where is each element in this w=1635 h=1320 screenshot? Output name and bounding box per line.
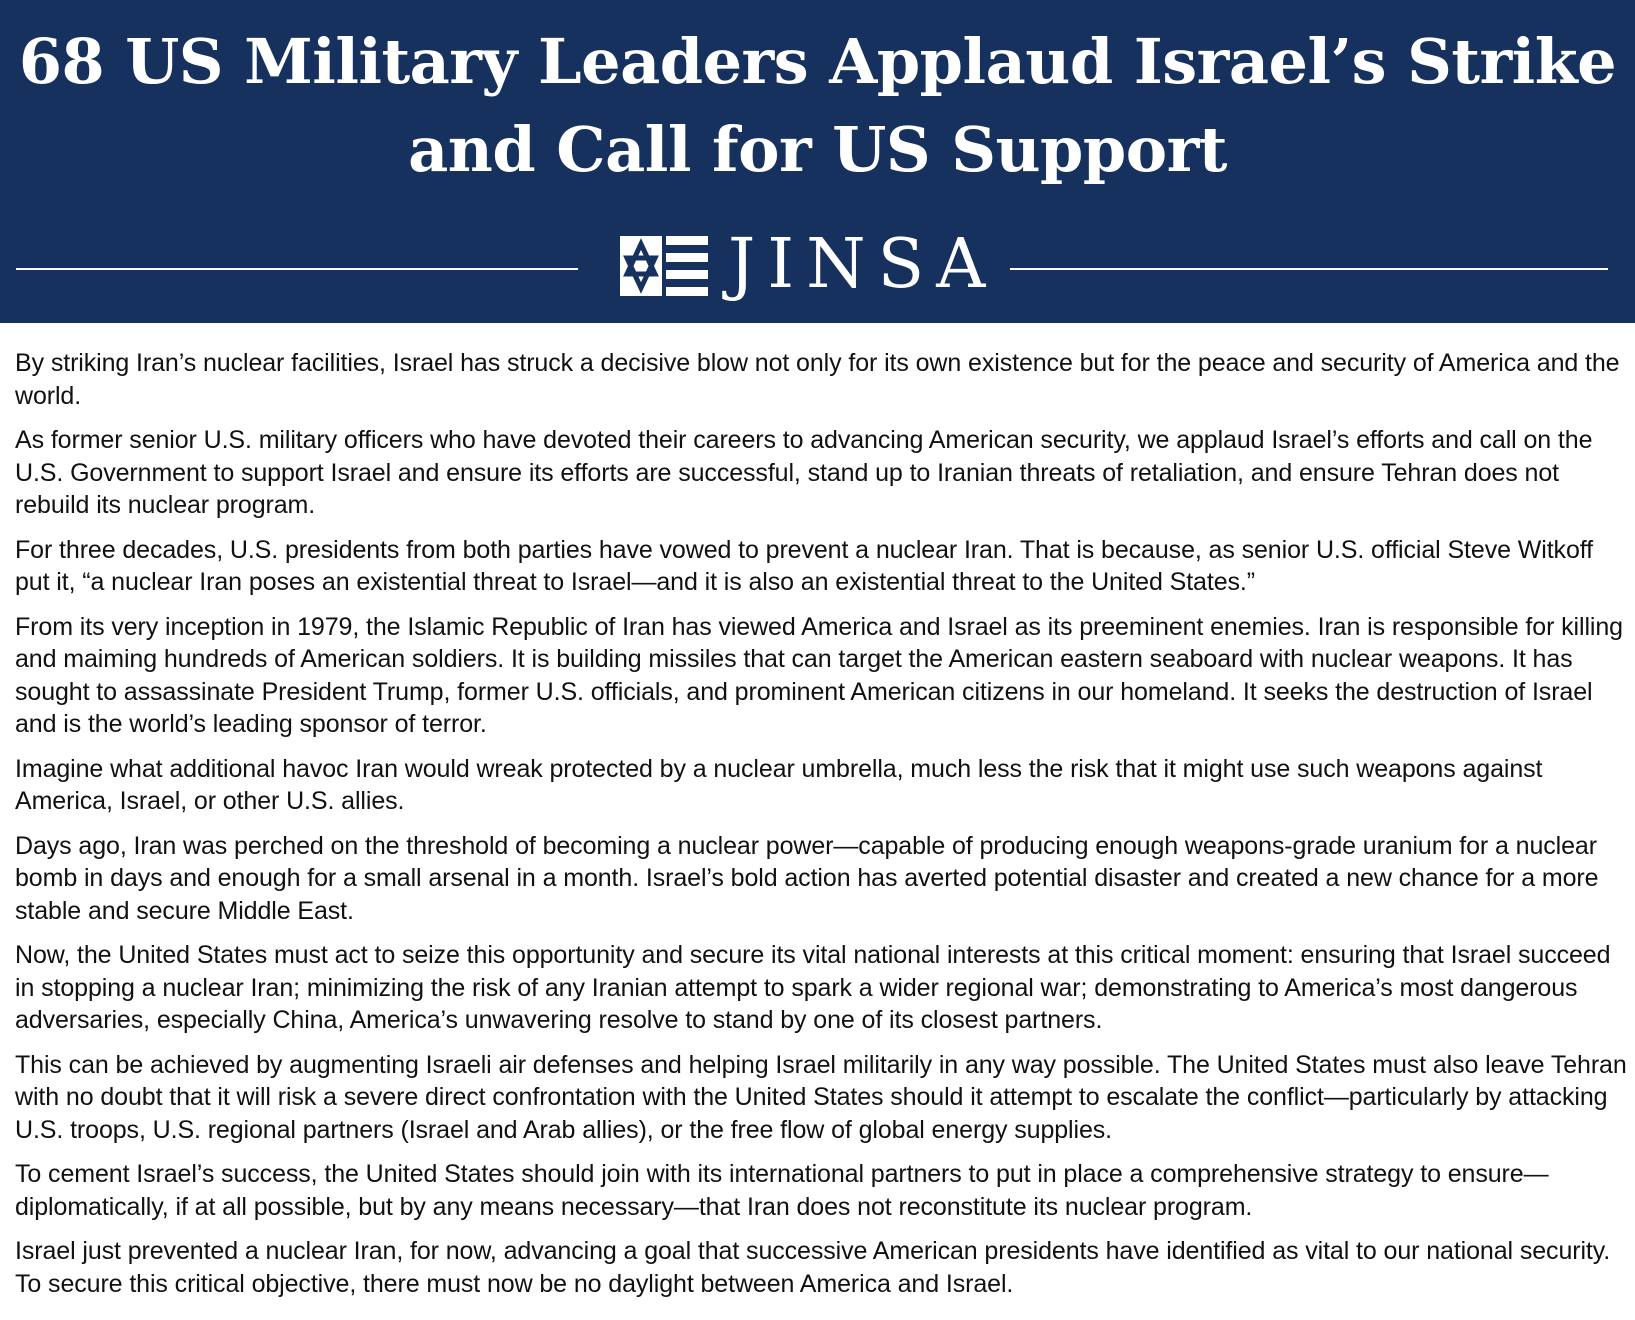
headline-line-1: 68 US Military Leaders Applaud Israel’s Strike: [18, 25, 1617, 98]
paragraph: By striking Iran’s nuclear facilities, Israel has struck a decisive blow not only for its own existence but for the peace and security of America and the world.: [15, 349, 1620, 410]
paragraph: Now, the United States must act to seize this opportunity and secure its vital national interests at this critical moment: ensuring that Israel succeed in stopping a nuclear Iran; minimizing the risk of any Iranian attempt to spark a wider regional war; demonstrating to America’s most dangerous adversaries, especially China, America’s unwavering resolve to stand by one of its closest partners.: [15, 941, 1611, 1034]
paragraph: Imagine what additional havoc Iran would wreak protected by a nuclear umbrella, much less the risk that it might use such weapons against America, Israel, or other U.S. allies.: [15, 754, 1543, 815]
paragraph: Days ago, Iran was perched on the threshold of becoming a nuclear power—capable of producing enough weapons-grade uranium for a nuclear bomb in days and enough for a small arsenal in a month. Israel’s bold action has averted potential disaster and created a new chance for a more stable and secure Middle East.: [15, 831, 1599, 925]
headline-line-2: and Call for US Support: [408, 113, 1227, 186]
paragraph: This can be achieved by augmenting Israeli air defenses and helping Israel militarily in any way possible. The United States must also leave Tehran with no doubt that it will risk a severe direct confrontation with the United States should it attempt to escalate the conflict—particularly by attacking U.S. troops, U.S. regional partners (Israel and Arab allies), or the free flow of global energy supplies.: [15, 1050, 1627, 1144]
headline: [0, 18, 1635, 194]
paragraph: Israel just prevented a nuclear Iran, for now, advancing a goal that successive American presidents have identified as vital to our national security. To secure this critical objective, there must now be no daylight between America and Israel.: [15, 1237, 1611, 1298]
header-banner: [0, 0, 1635, 323]
paragraph: For three decades, U.S. presidents from both parties have vowed to prevent a nuclear Iran. That is because, as senior U.S. official Steve Witkoff put it, “a nuclear Iran poses an existential threat to Israel—and it is also an existential threat to the United States.”: [15, 535, 1593, 596]
paragraph: To cement Israel’s success, the United States should join with its international partners to put in place a comprehensive strategy to ensure—diplomatically, if at all possible, but by any means necessary—that Iran does not reconstitute its nuclear program.: [15, 1160, 1549, 1221]
jinsa-wordmark[interactable]: JINSA: [728, 225, 998, 304]
star-of-david-flag-icon: [620, 236, 708, 296]
paragraph: As former senior U.S. military officers who have devoted their careers to advancing American security, we applaud Israel’s efforts and call on the U.S. Government to support Israel and ensure its efforts are successful, stand up to Iranian threats of retaliation, and ensure Tehran does not rebuild its nuclear program.: [15, 426, 1593, 519]
divider-left: [16, 268, 578, 270]
paragraph: From its very inception in 1979, the Islamic Republic of Iran has viewed America and Israel as its preeminent enemies. Iran is responsible for killing and maiming hundreds of American soldiers. It is building missiles that can target the American eastern seaboard with nuclear weapons. It has sought to assassinate President Trump, former U.S. officials, and prominent American citizens in our homeland. It seeks the destruction of Israel and is the world’s leading sponsor of terror.: [15, 612, 1623, 738]
statement-body: [15, 347, 1627, 1312]
divider-right: [1010, 268, 1608, 270]
